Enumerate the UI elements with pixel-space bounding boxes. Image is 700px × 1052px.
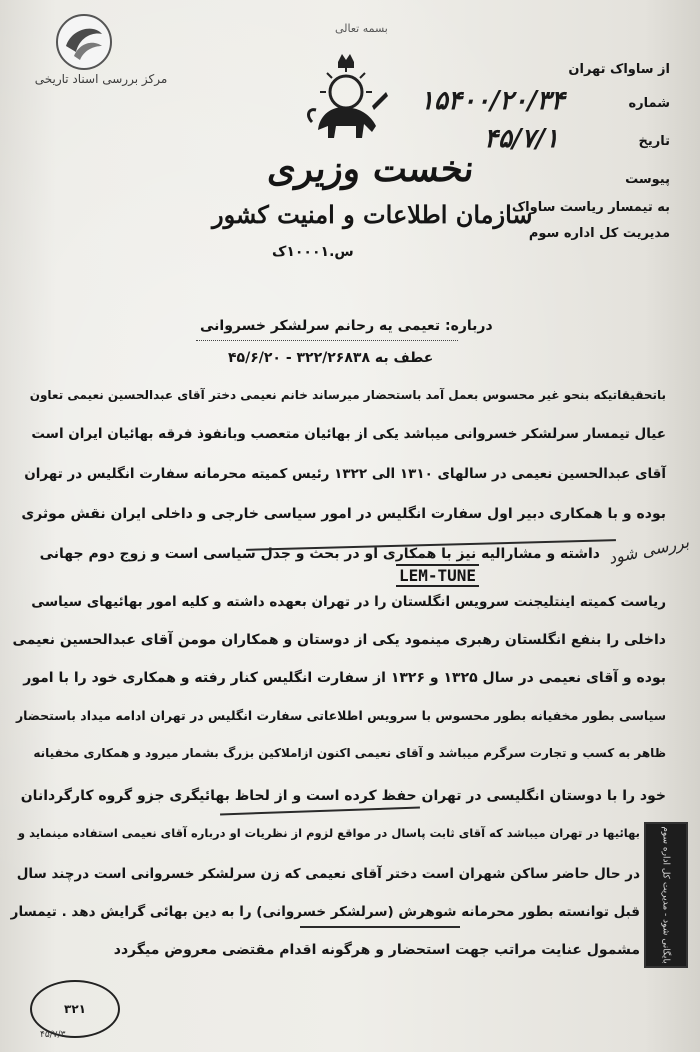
department-line: مدیریت کل اداره سوم [528, 226, 670, 241]
body-line-5-text: داشته و مشارالیه نیز با همکاری او در بحث و جدل سیاسی است و زوج دوم جهانی [39, 546, 600, 562]
date-label: تاریخ [638, 134, 670, 149]
body-line-13: در حال حاضر ساکن شهران است دختر آقای نعیمی که زن سرلشکر خسروانی است درچند سال [16, 866, 640, 882]
subject-label: درباره [450, 318, 493, 334]
top-invocation: بسمه تعالی [335, 22, 388, 35]
body-line-3: آقای عبدالحسین نعیمی در سالهای ۱۳۱۰ الی ۱۳۲۲ رئیس کمیته محرمانه سفارت انگلیس در تهران [24, 466, 666, 482]
body-line-4: بوده و با همکاری دبیر اول سفارت انگلیس در امور سیاسی خارجی و داخلی ایران نقش موثری [21, 506, 666, 522]
archive-logo-icon [54, 12, 114, 72]
body-line-10: ظاهر به کسب و تجارت سرگرم میباشد و آقای نعیمی اکنون ازاملاکین بزرگ بشمار میرود و همکاری مخفیانه [33, 746, 666, 760]
body-line-7: داخلی را بنفع انگلستان رهبری مینمود یکی از دوستان و همکاران مومن آقای عبدالحسین نعیمی [12, 632, 666, 648]
body-line-15: مشمول عنایت مراتب جهت استحضار و هرگونه اقدام مقتضی معروض میگردد [113, 942, 640, 958]
body-line-11: خود را با دوستان انگلیسی در تهران حفظ کرده است و از لحاظ بهائیگری جزو گروه کارگردانان [20, 788, 666, 804]
number-label: شماره [628, 96, 670, 111]
body-line-1: باتحقیقاتیکه بنحو غیر محسوس بعمل آمد باستحضار میرساند خانم نعیمی دختر آقای عبدالحسین نعیمی تعاون [29, 388, 666, 402]
archive-stamp-text: بایگانی شود - مدیریت کل اداره سوم [661, 826, 671, 964]
handwritten-underline-3 [300, 926, 460, 928]
body-line-9: سیاسی بطور مخفیانه بطور محسوس با سرویس اطلاعاتی سفارت انگلیس در تهران ادامه میداد باستحضار [15, 708, 666, 723]
registry-stamp-date: ۴۵/۷/۳ [40, 1030, 66, 1040]
archive-stamp [644, 822, 688, 968]
body-line-12: بهائیها در تهران میباشد که آقای ثابت پاسال در مواقع لزوم از نظریات او درباره آقای نعیمی استفاده مینماید و [17, 826, 640, 840]
recipient-line: به تیمسار ریاست ساواک [511, 200, 670, 215]
letter-number: ۱۵۴۰۰/۲۰/۳۴ [420, 86, 565, 116]
letter-date: ۴۵/۷/۱ [484, 124, 559, 154]
subject-underline [196, 340, 458, 341]
archive-logo-caption: مرکز بررسی اسناد تاریخی [34, 72, 168, 86]
body-line-14: قبل توانسته بطور محرمانه شوهرش (سرلشکر خسروانی) را به دین بهائی گرایش دهد . تیمسار [10, 904, 640, 920]
codename-box: LEM-TUNE [396, 564, 479, 587]
margin-handwritten-note: بررسی شود [606, 532, 691, 568]
body-line-2: عیال تیمسار سرلشکر خسروانی میباشد یکی از بهائیان متعصب وبانفوذ فرقه بهائیان ایران است [31, 426, 666, 442]
reference-line: عطف به ۳۲۲/۲۶۸۳۸ - ۴۵/۶/۲۰ [228, 350, 434, 366]
registry-stamp-number: ۳۲۱ [64, 1002, 86, 1016]
attachment-label: پیوست [625, 172, 670, 187]
form-code: س.۱۰۰۰۱ک [272, 244, 354, 260]
letterhead-title: نخست وزیری [265, 148, 477, 190]
body-line-6: ریاست کمیته اینتلیجنت سرویس انگلستان را در تهران بعهده داشته و کلیه امور بهائیهای سیاسی [31, 594, 666, 610]
handwritten-underline-2 [220, 807, 420, 816]
organization-name: سازمان اطلاعات و امنیت کشور [212, 200, 533, 229]
lion-and-sun-emblem-icon [302, 52, 390, 144]
subject-line: درباره: تعیمی یه رحانم سرلشکر خسروانی [200, 318, 493, 334]
classification-line: از ساواک تهران [568, 62, 670, 77]
body-line-8: بوده و آقای نعیمی در سال ۱۳۲۵ و ۱۳۲۶ از سفارت انگلیس کنار رفته و همکاری خود را با امور [23, 670, 666, 686]
subject-text: تعیمی یه رحانم سرلشکر خسروانی [200, 318, 441, 334]
